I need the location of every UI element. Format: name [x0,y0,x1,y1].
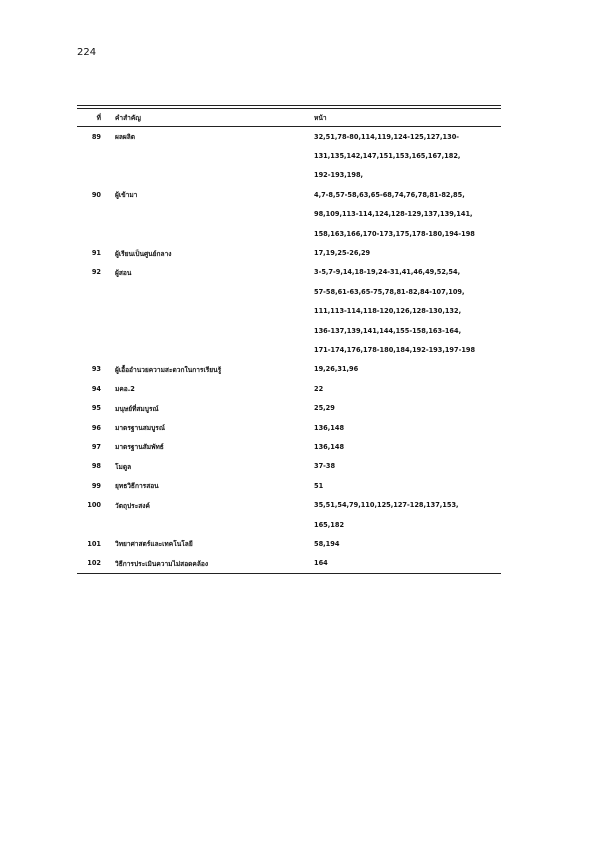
table-row [77,321,501,340]
entry-pages: 19,26,31,96 [314,365,359,374]
table-row [77,302,501,321]
entry-number: 102 [87,559,101,568]
entry-pages: 165,182 [314,520,345,529]
entry-pages: 37-38 [314,462,336,471]
table-row [77,554,501,573]
entry-term: มคอ.2 [115,385,135,394]
entry-pages: 32,51,78-80,114,119,124-125,127,130- [314,132,460,141]
entry-pages: 3-5,7-9,14,18-19,24-31,41,46,49,52,54, [314,268,461,277]
index-table [77,105,501,574]
table-header-row [77,109,501,126]
table-body [77,127,501,573]
header-no: ที่ [96,114,101,122]
entry-number: 100 [87,501,101,510]
entry-pages: 171-174,176,178-180,184,192-193,197-198 [314,345,476,354]
entry-term: มนุษย์ที่สมบูรณ์ [115,404,159,413]
entry-pages: 22 [314,384,324,393]
entry-pages: 158,163,166,170-173,175,178-180,194-198 [314,229,475,238]
entry-pages: 111,113-114,118-120,126,128-130,132, [314,307,462,316]
page-number: 224 [77,47,97,58]
entry-number: 89 [91,132,101,141]
table-row [77,243,501,262]
entry-term: มาตรฐานสมบูรณ์ [115,424,165,433]
entry-term: มาตรฐานสัมพัทธ์ [115,443,164,452]
table-row [77,437,501,456]
entry-pages: 25,29 [314,404,335,413]
entry-number: 98 [91,462,101,471]
table-row [77,166,501,185]
entry-pages: 164 [314,559,328,568]
table-row [77,340,501,359]
table-row [77,263,501,282]
entry-pages: 17,19,25-26,29 [314,249,371,258]
entry-term: วิทยาศาสตร์และเทคโนโลยี [115,540,193,549]
table-row [77,457,501,476]
entry-term: ผลผลิต [115,133,136,142]
table-row [77,418,501,437]
table-row [77,146,501,165]
table-row [77,127,501,146]
entry-pages: 136,148 [314,442,345,451]
table-row [77,224,501,243]
entry-number: 90 [91,190,101,199]
table-row [77,476,501,495]
table-row [77,534,501,553]
table-row [77,282,501,301]
entry-number: 95 [91,404,101,413]
header-pages: หน้า [314,114,327,122]
entry-pages: 51 [314,481,324,490]
entry-pages: 57-58,61-63,65-75,78,81-82,84-107,109, [314,287,465,296]
table-row [77,495,501,514]
entry-number: 94 [91,384,101,393]
table-row [77,205,501,224]
table-row [77,398,501,417]
entry-term: ผู้เอื้ออำนวยความสะดวกในการเรียนรู้ [115,365,222,374]
table-row [77,379,501,398]
entry-pages: 35,51,54,79,110,125,127-128,137,153, [314,501,459,510]
header-term: คำสำคัญ [115,114,141,122]
entry-term: วัตถุประสงค์ [115,501,150,510]
entry-number: 96 [91,423,101,432]
entry-term: ผู้เข้ามา [115,191,138,200]
entry-pages: 4,7-8,57-58,63,65-68,74,76,78,81-82,85, [314,190,465,199]
entry-number: 93 [91,365,101,374]
entry-pages: 136-137,139,141,144,155-158,163-164, [314,326,462,335]
table-bottom-rule [77,573,501,574]
entry-pages: 192-193,198, [314,171,364,180]
entry-term: โมดูล [115,462,132,471]
entry-pages: 98,109,113-114,124,128-129,137,139,141, [314,210,473,219]
entry-number: 99 [91,481,101,490]
entry-term: ผู้เรียนเป็นศูนย์กลาง [115,249,172,258]
entry-term: ผู้สอน [115,268,132,277]
entry-pages: 131,135,142,147,151,153,165,167,182, [314,152,461,161]
table-row [77,515,501,534]
entry-number: 92 [91,268,101,277]
entry-number: 91 [91,249,101,258]
table-row [77,360,501,379]
entry-number: 101 [87,539,101,548]
entry-pages: 58,194 [314,539,340,548]
table-row [77,185,501,204]
entry-term: ยุทธวิธีการสอน [115,482,159,491]
entry-term: วิธีการประเมินความไม่สอดคล้อง [115,559,209,568]
entry-pages: 136,148 [314,423,345,432]
entry-number: 97 [91,442,101,451]
